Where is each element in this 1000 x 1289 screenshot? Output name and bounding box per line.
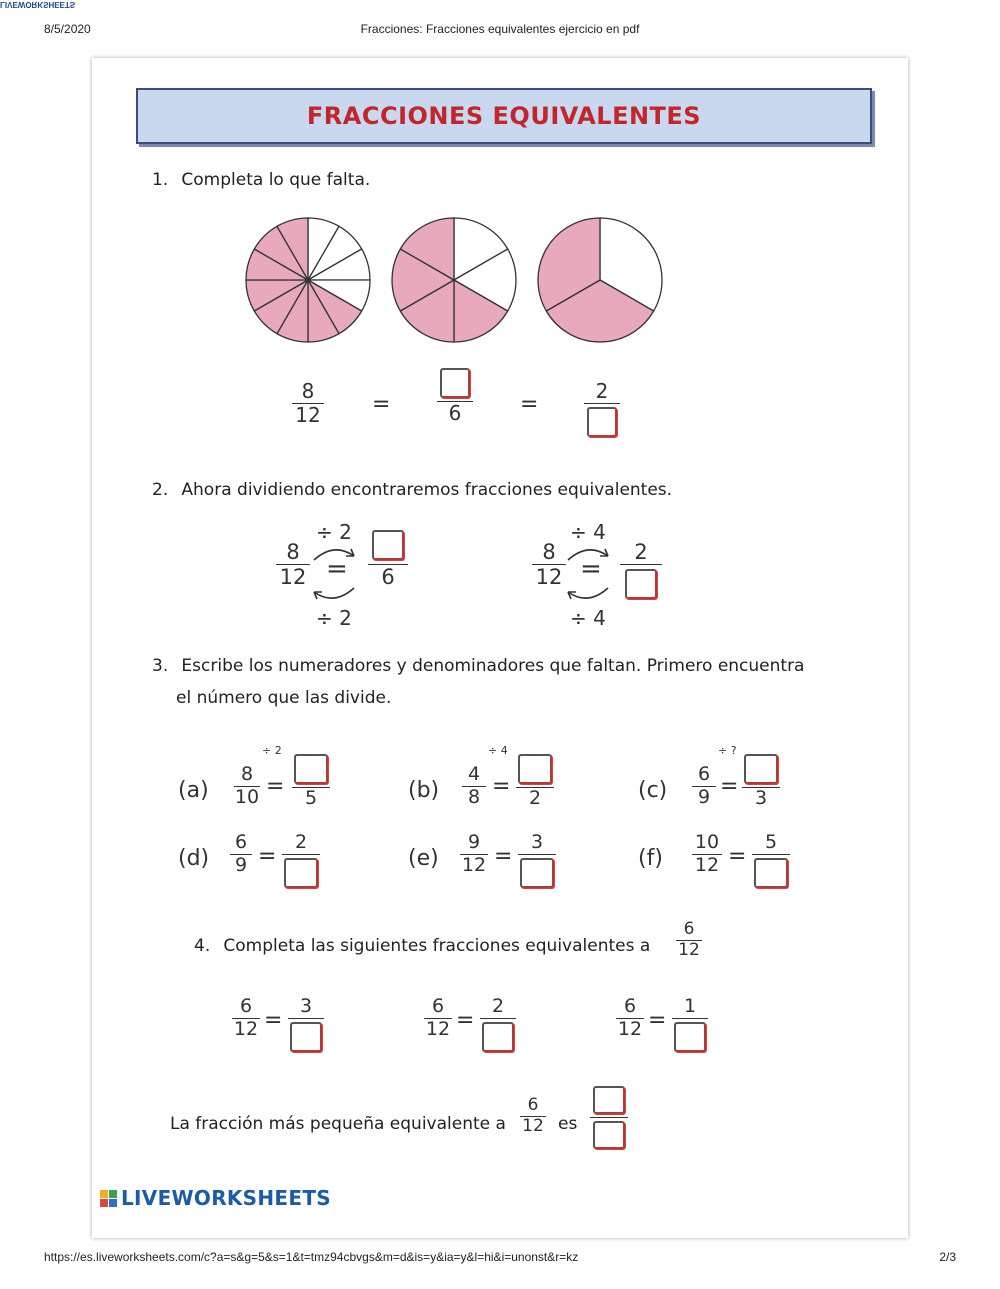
denominator: 12 [425, 1017, 451, 1040]
q1-fraction-given [292, 380, 324, 427]
q3f-fraction-left [692, 832, 722, 877]
final-statement-b [558, 1114, 577, 1134]
question-2-text: Ahora dividiendo encontraremos fracciones equivalentes. [181, 480, 673, 500]
q3c-fraction-left [692, 764, 716, 809]
liveworksheets-logo [100, 1186, 331, 1210]
final-answer-fraction [590, 1086, 628, 1149]
question-4-number: 4. [194, 936, 211, 956]
fraction-bar [584, 403, 620, 404]
item-label: (a) [178, 778, 209, 803]
item-label: (c) [638, 778, 668, 803]
denominator: 9 [697, 785, 711, 808]
q4-item3-left [616, 996, 644, 1041]
denominator: 5 [304, 787, 318, 809]
q2b-fraction-right [620, 540, 662, 599]
equals-sign: = [728, 844, 747, 869]
denominator: 12 [535, 565, 563, 590]
question-3 [152, 656, 804, 676]
final-text-a: La fracción más pequeña equivalente a [170, 1114, 506, 1134]
numerator: 6 [431, 995, 445, 1017]
numerator: 6 [683, 919, 695, 939]
numerator: 2 [491, 995, 505, 1017]
denominator: 12 [617, 1017, 643, 1040]
item-label: (d) [178, 846, 210, 871]
divide-by-top-label: ÷ ? [718, 744, 737, 757]
answer-box[interactable] [593, 1086, 625, 1114]
q4-item2-left [424, 996, 452, 1041]
numerator: 2 [634, 540, 648, 564]
question-2 [152, 480, 672, 500]
denominator: 3 [754, 787, 768, 809]
denominator: 2 [528, 787, 542, 809]
print-date: 8/5/2020 [44, 22, 91, 36]
answer-box[interactable] [482, 1022, 514, 1052]
divide-by-top-label: ÷ 2 [316, 520, 352, 544]
answer-box[interactable] [290, 1022, 322, 1052]
denominator: 12 [233, 1017, 259, 1040]
denominator: 12 [461, 853, 487, 876]
equals-sign: = [326, 554, 348, 584]
pie-charts [242, 214, 672, 354]
answer-box[interactable] [674, 1022, 706, 1052]
q1-fraction-missing-denominator [584, 380, 620, 437]
q2a-fraction-left [276, 540, 310, 589]
divide-by-bottom-label: ÷ 4 [570, 606, 606, 630]
print-page-number: 2/3 [939, 1250, 956, 1264]
q3e-fraction-right [518, 832, 556, 888]
pie-2 [392, 218, 516, 342]
q3c-fraction-right [742, 754, 780, 810]
denominator: 8 [467, 785, 481, 808]
fraction-bar [672, 1018, 708, 1019]
numerator: 9 [467, 831, 481, 853]
q3d-fraction-right [282, 832, 320, 888]
numerator: 6 [527, 1095, 539, 1115]
numerator: 4 [467, 763, 481, 785]
divide-by-bottom-label: ÷ 2 [316, 606, 352, 630]
numerator: 6 [234, 831, 248, 853]
worksheet-title: FRACCIONES EQUIVALENTES [306, 102, 702, 130]
q3b-fraction-right [516, 754, 554, 810]
fraction-bar [282, 854, 320, 855]
q1-fraction-missing-numerator [437, 368, 473, 425]
divide-by-top-label: ÷ 2 [262, 744, 282, 757]
equals-sign: = [492, 774, 511, 799]
corner-logo: LIVEWORKSHEETS [0, 0, 76, 9]
equals-sign: = [372, 392, 391, 417]
question-3-text-line2: el número que las divide. [176, 688, 392, 708]
item-label: (e) [408, 846, 439, 871]
equals-sign: = [648, 1008, 667, 1033]
divide-by-top-label: ÷ 4 [488, 744, 508, 757]
equals-sign: = [258, 844, 277, 869]
numerator: 3 [530, 831, 544, 853]
logo-squares-icon [100, 1190, 117, 1207]
denominator: 12 [522, 1115, 544, 1136]
denominator: 6 [448, 401, 462, 425]
q4-item1-left [232, 996, 260, 1041]
answer-box[interactable] [520, 858, 554, 888]
q3f-fraction-right [752, 832, 790, 888]
denominator: 6 [381, 565, 395, 589]
equals-sign: = [266, 774, 285, 799]
numerator: 1 [683, 995, 697, 1017]
fraction-bar [518, 854, 556, 855]
question-3-number: 3. [152, 656, 169, 676]
equals-sign: = [580, 554, 602, 584]
pie-3 [538, 218, 662, 342]
item-label: (f) [638, 846, 663, 871]
fraction-bar [620, 564, 662, 565]
fraction-bar [590, 1117, 628, 1118]
equals-sign: = [720, 774, 739, 799]
answer-box[interactable] [518, 754, 552, 784]
q3a-fraction-right [292, 754, 330, 810]
answer-box[interactable] [587, 407, 617, 437]
equals-sign: = [264, 1008, 283, 1033]
numerator: 10 [694, 831, 720, 853]
equals-sign: = [456, 1008, 475, 1033]
answer-box[interactable] [744, 754, 778, 784]
denominator: 12 [694, 853, 720, 876]
q4-reference-fraction [676, 920, 702, 960]
question-1 [152, 170, 370, 190]
print-title: Fracciones: Fracciones equivalentes ejercicio en pdf [360, 22, 640, 36]
numerator: 8 [240, 763, 254, 785]
arc-arrow-bottom [564, 584, 612, 604]
question-2-number: 2. [152, 480, 169, 500]
numerator: 8 [286, 540, 300, 564]
divide-by-top-label: ÷ 4 [570, 520, 606, 544]
question-4-text: Completa las siguientes fracciones equivalentes a [223, 936, 651, 956]
numerator: 6 [239, 995, 253, 1017]
q3e-fraction-left [460, 832, 488, 877]
final-statement-a [170, 1114, 506, 1134]
numerator: 2 [294, 831, 308, 853]
numerator: 5 [764, 831, 778, 853]
q2b-fraction-left [532, 540, 566, 589]
question-4 [194, 936, 650, 956]
question-3-text-line1: Escribe los numeradores y denominadores que faltan. Primero encuentra [181, 656, 805, 676]
answer-box[interactable] [284, 858, 318, 888]
final-text-b: es [558, 1114, 578, 1134]
q3a-fraction-left [234, 764, 260, 809]
answer-box[interactable] [294, 754, 328, 784]
fraction-bar [480, 1018, 516, 1019]
denominator: 12 [295, 403, 321, 427]
denominator: 12 [279, 565, 307, 590]
pie-1 [246, 218, 370, 342]
arc-arrow-bottom [310, 584, 358, 604]
denominator: 12 [678, 939, 700, 960]
q4-item3-right [672, 996, 708, 1052]
numerator: 2 [595, 379, 609, 403]
question-3-line2 [176, 688, 391, 708]
answer-box[interactable] [625, 569, 657, 599]
q3b-fraction-left [462, 764, 486, 809]
answer-box[interactable] [593, 1121, 625, 1149]
print-url: https://es.liveworksheets.com/c?a=s&g=5&s=1&t=tmz94cbvgs&m=d&is=y&ia=y&l=hi&i=unonst&r=kz [44, 1250, 579, 1264]
numerator: 3 [299, 995, 313, 1017]
final-reference-fraction [520, 1096, 546, 1136]
fraction-bar [752, 854, 790, 855]
answer-box[interactable] [372, 530, 404, 560]
denominator: 10 [234, 785, 260, 808]
numerator: 8 [542, 540, 556, 564]
worksheet-page [92, 58, 908, 1238]
numerator: 6 [623, 995, 637, 1017]
brand-name: LIVEWORKSHEETS [121, 1186, 332, 1210]
equals-sign: = [494, 844, 513, 869]
q4-item1-right [288, 996, 324, 1052]
q2a-fraction-right [368, 530, 408, 589]
question-1-number: 1. [152, 170, 169, 190]
title-banner [136, 88, 872, 144]
numerator: 8 [301, 379, 315, 403]
equals-sign: = [520, 392, 539, 417]
fraction-bar [288, 1018, 324, 1019]
q3d-fraction-left [230, 832, 252, 877]
item-label: (b) [408, 778, 440, 803]
answer-box[interactable] [440, 368, 470, 398]
numerator: 6 [697, 763, 711, 785]
q4-item2-right [480, 996, 516, 1052]
question-1-text: Completa lo que falta. [181, 170, 371, 190]
answer-box[interactable] [754, 858, 788, 888]
denominator: 9 [234, 853, 248, 876]
